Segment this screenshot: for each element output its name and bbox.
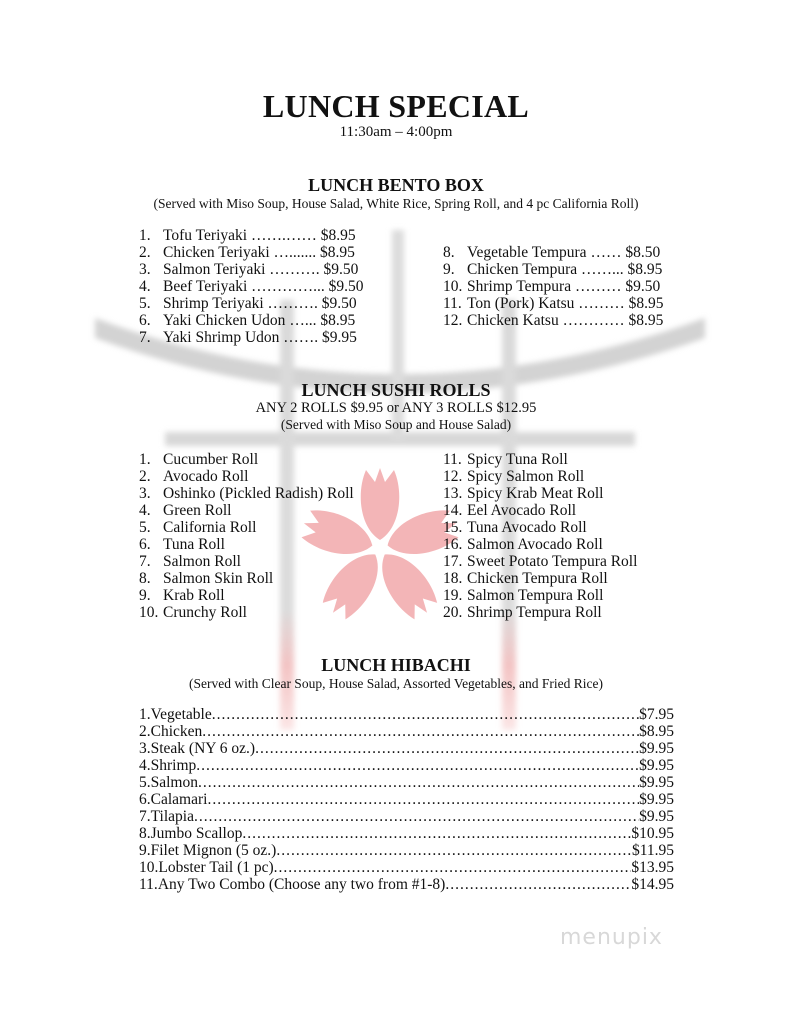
sushi-item: 20. Shrimp Tempura Roll [443, 604, 602, 621]
sushi-item: 8. Salmon Skin Roll [139, 570, 274, 587]
bento-item: 9. Chicken Tempura ……... $8.95 [443, 261, 663, 278]
sushi-item: 6. Tuna Roll [139, 536, 225, 553]
hibachi-item: 10. Lobster Tail (1 pc) ..... $13.95 [139, 859, 674, 876]
bento-item: 4. Beef Teriyaki …………... $9.50 [139, 278, 364, 295]
sushi-item: 13. Spicy Krab Meat Roll [443, 485, 604, 502]
bento-item: 5. Shrimp Teriyaki ………. $9.50 [139, 295, 357, 312]
sushi-list-left [139, 451, 354, 621]
sushi-item: 16. Salmon Avocado Roll [443, 536, 603, 553]
bento-item: 1. Tofu Teriyaki …….…… $8.95 [139, 227, 356, 244]
bento-item: 12. Chicken Katsu ………… $8.95 [443, 312, 664, 329]
hibachi-item: 6. Calamari ..... $9.95 [139, 791, 674, 808]
sushi-item: 5. California Roll [139, 519, 257, 536]
sushi-item: 14. Eel Avocado Roll [443, 502, 577, 519]
hibachi-item: 5. Salmon ..... $9.95 [139, 774, 674, 791]
hibachi-item: 9. Filet Mignon (5 oz.) ..... $11.95 [139, 842, 674, 859]
hibachi-item: 3. Steak (NY 6 oz.) ..... $9.95 [139, 740, 674, 757]
sushi-item: 9. Krab Roll [139, 587, 225, 604]
sushi-item: 2. Avocado Roll [139, 468, 249, 485]
bento-list-right [443, 244, 664, 329]
sushi-section-title: LUNCH SUSHI ROLLS [301, 380, 491, 400]
sushi-item: 17. Sweet Potato Tempura Roll [443, 553, 638, 570]
sushi-item: 15. Tuna Avocado Roll [443, 519, 587, 536]
service-hours: 11:30am – 4:00pm [339, 124, 453, 140]
hibachi-item: 11. Any Two Combo (Choose any two from #1-8) ..... $14.95 [139, 876, 674, 893]
menupix-watermark: menupix [560, 925, 663, 950]
sushi-item: 7. Salmon Roll [139, 553, 241, 570]
bento-item: 8. Vegetable Tempura …… $8.50 [443, 244, 661, 261]
hibachi-item: 4. Shrimp ..... $9.95 [139, 757, 674, 774]
bento-item: 6. Yaki Chicken Udon …... $8.95 [139, 312, 356, 329]
sushi-item: 12. Spicy Salmon Roll [443, 468, 585, 485]
sushi-item: 18. Chicken Tempura Roll [443, 570, 608, 587]
hibachi-item: 8. Jumbo Scallop ..... $10.95 [139, 825, 674, 842]
bento-item: 11. Ton (Pork) Katsu ……… $8.95 [443, 295, 664, 312]
sushi-item: 10. Crunchy Roll [139, 604, 247, 621]
sushi-list-right [443, 451, 637, 621]
bento-section-subtitle: (Served with Miso Soup, House Salad, White Rice, Spring Roll, and 4 pc California Roll) [153, 196, 639, 211]
bento-item: 3. Salmon Teriyaki ………. $9.50 [139, 261, 359, 278]
hibachi-section-title: LUNCH HIBACHI [321, 655, 471, 675]
sushi-item: 3. Oshinko (Pickled Radish) Roll [139, 485, 354, 502]
bento-item: 2. Chicken Teriyaki …....... $8.95 [139, 244, 355, 261]
hibachi-list [139, 706, 674, 893]
sushi-item: 11. Spicy Tuna Roll [443, 451, 568, 468]
hibachi-section-subtitle: (Served with Clear Soup, House Salad, Assorted Vegetables, and Fried Rice) [188, 676, 604, 691]
bento-list-left [139, 227, 364, 346]
hibachi-item: 2. Chicken ..... $8.95 [139, 723, 674, 740]
sushi-item: 19. Salmon Tempura Roll [443, 587, 604, 604]
page-title: LUNCH SPECIAL [262, 88, 530, 124]
hibachi-item: 1. Vegetable ..... $7.95 [139, 706, 674, 723]
bento-item: 7. Yaki Shrimp Udon ……. $9.95 [139, 329, 357, 346]
bento-section-title: LUNCH BENTO BOX [308, 175, 484, 195]
bento-item: 10. Shrimp Tempura ……… $9.50 [443, 278, 661, 295]
sushi-item: 1. Cucumber Roll [139, 451, 259, 468]
sushi-section-subtitle: (Served with Miso Soup and House Salad) [280, 417, 512, 432]
sushi-deal: ANY 2 ROLLS $9.95 or ANY 3 ROLLS $12.95 [255, 400, 537, 416]
sushi-item: 4. Green Roll [139, 502, 232, 519]
hibachi-item: 7. Tilapia ..... $9.95 [139, 808, 674, 825]
